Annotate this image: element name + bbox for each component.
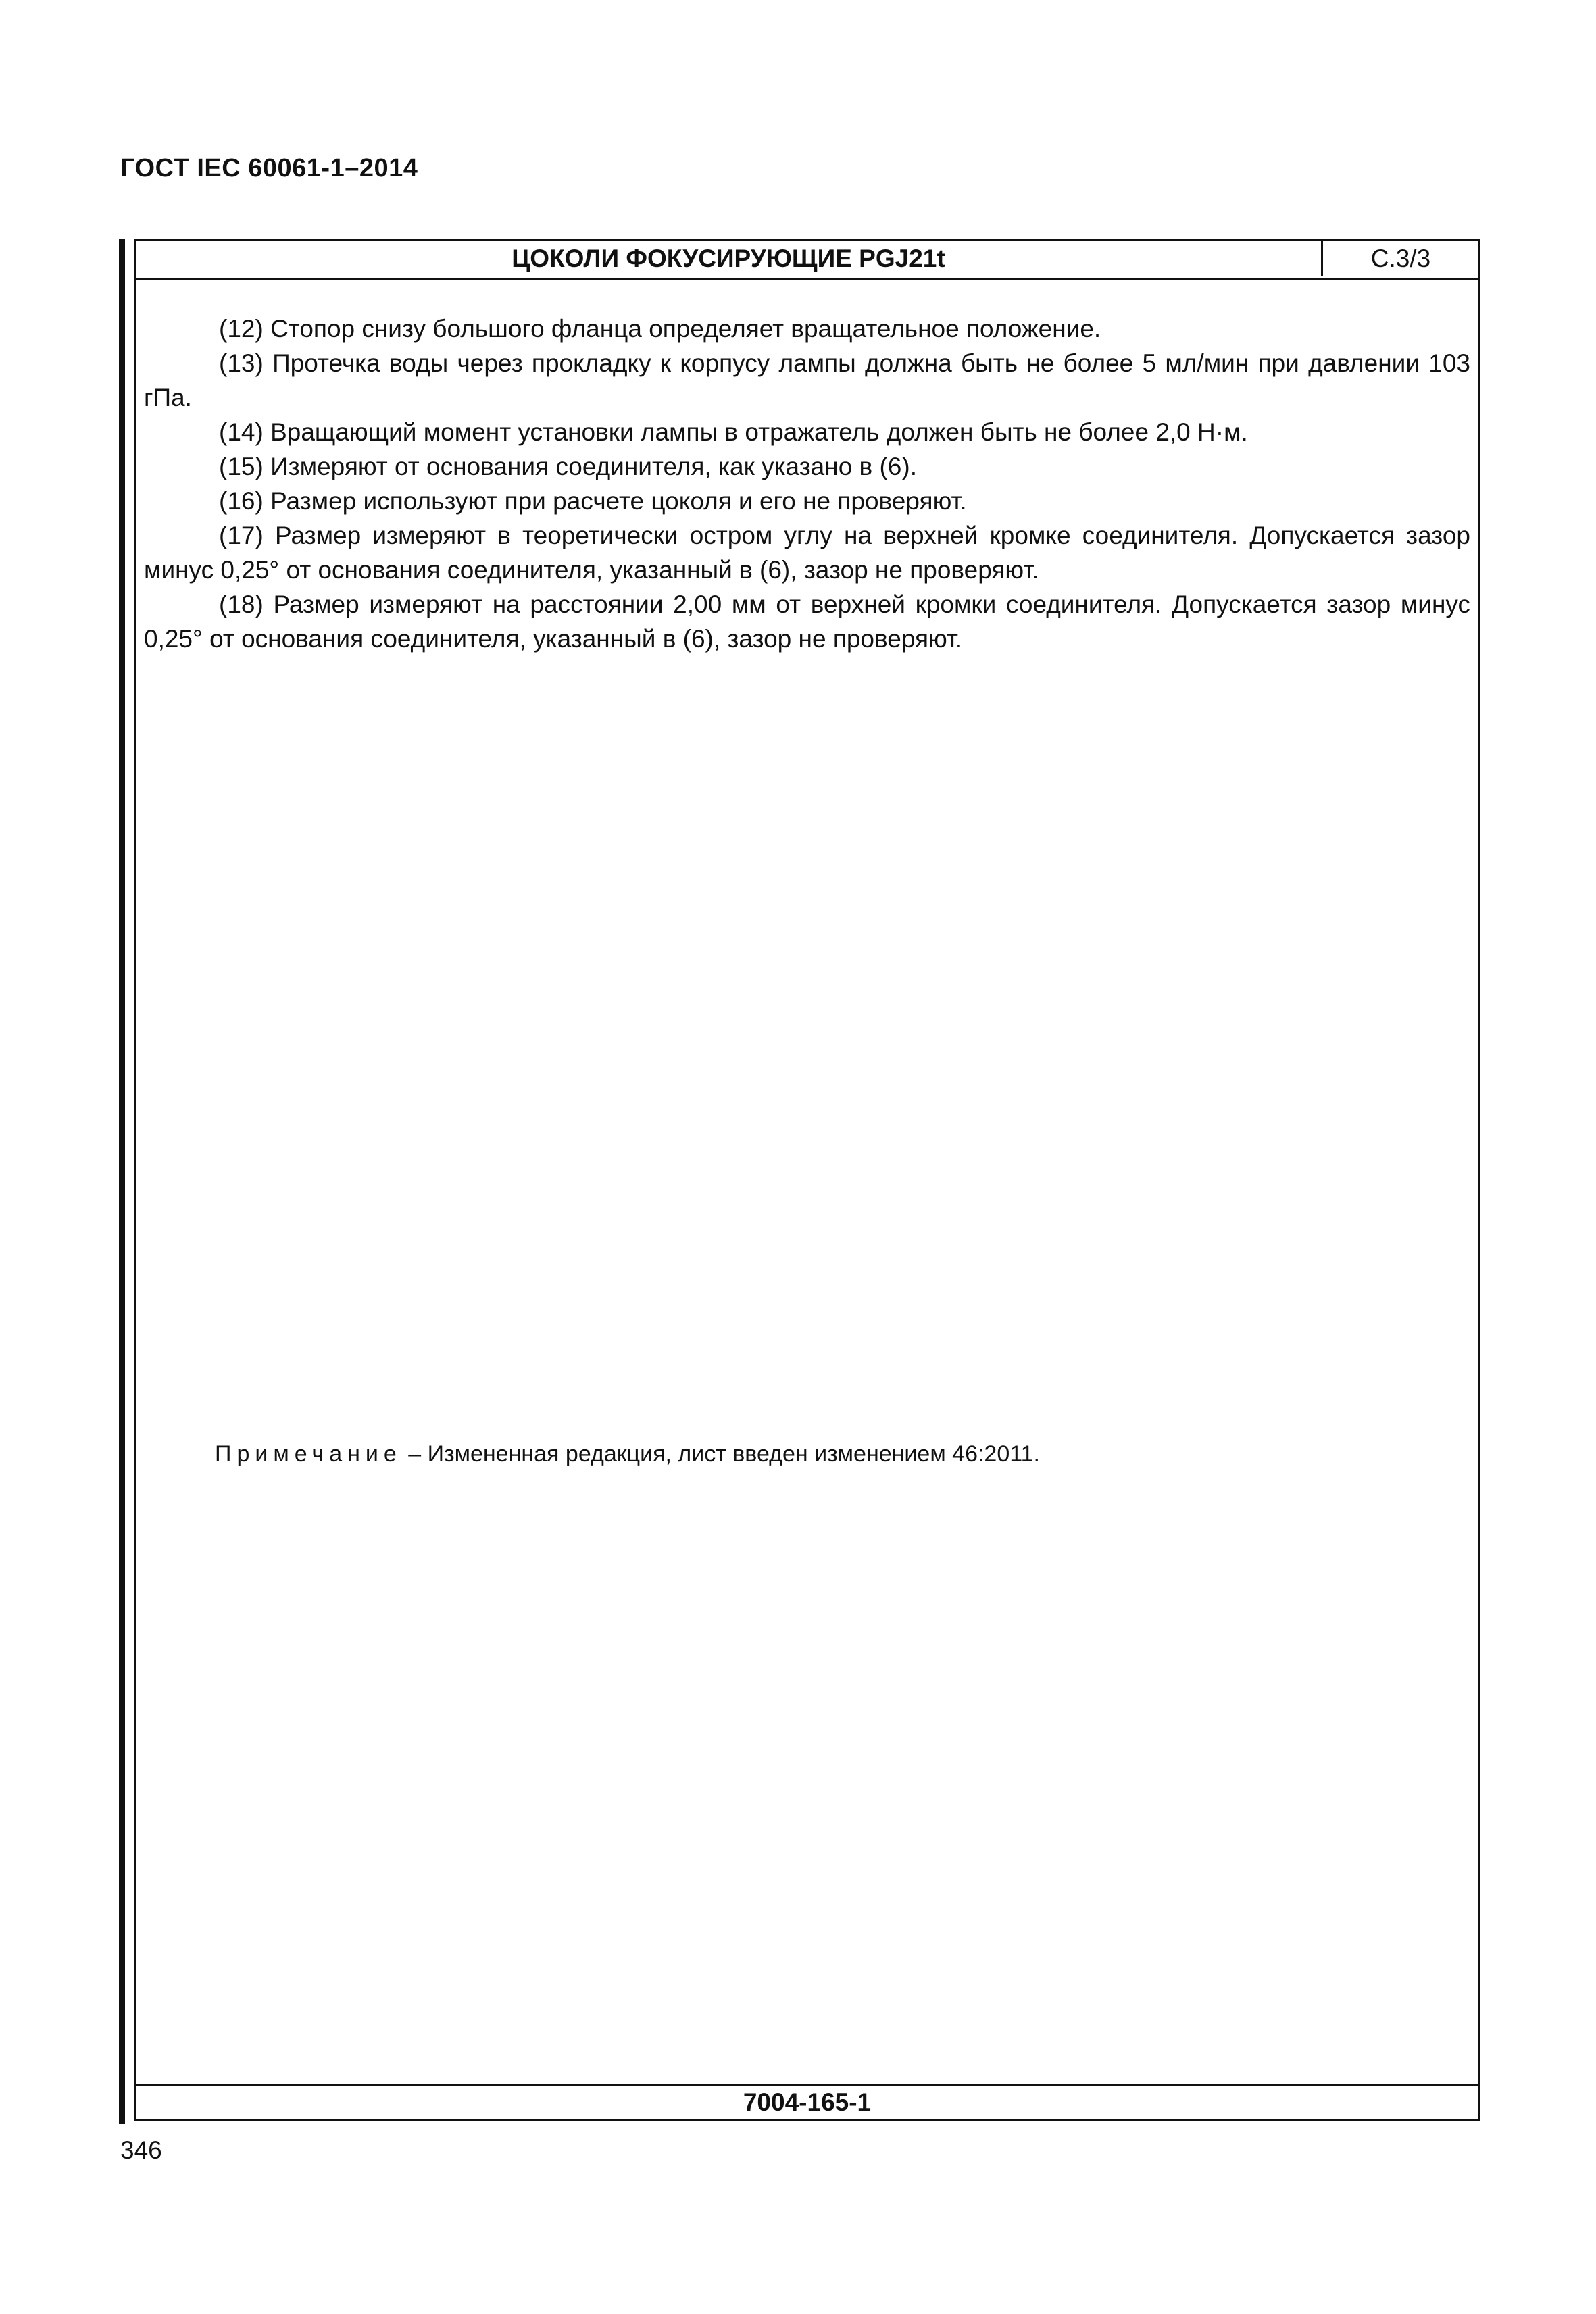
note-14: (14) Вращающий момент установки лампы в отражатель должен быть не более 2,0 Н·м. <box>219 418 1248 446</box>
note-17: (17) Размер измеряют в теоретически остром углу на верхней кромке соединителя. Допускается зазор минус 0,25° от основания соединителя, указанный в (6), зазор не проверяют. <box>144 522 1470 584</box>
note-15: (15) Измеряют от основания соединителя, как указано в (6). <box>219 453 917 480</box>
sheet-frame <box>134 239 1480 2121</box>
sheet-code: 7004-165-1 <box>136 2084 1478 2119</box>
page-number: 346 <box>120 2136 162 2164</box>
note-12: (12) Стопор снизу большого фланца определяет вращательное положение. <box>219 315 1101 343</box>
sheet-title: ЦОКОЛИ ФОКУСИРУЮЩИЕ PGJ21t <box>136 241 1323 276</box>
note-13: (13) Протечка воды через прокладку к корпусу лампы должна быть не более 5 мл/мин при давлении 103 гПа. <box>144 349 1470 411</box>
note-18: (18) Размер измеряют на расстоянии 2,00 мм от верхней кромки соединителя. Допускается зазор минус 0,25° от основания соединителя, указанный в (6), зазор не проверяют. <box>144 590 1470 653</box>
remark-text: – Измененная редакция, лист введен изменением 46:2011. <box>401 1441 1040 1467</box>
sheet-title-row <box>136 241 1478 280</box>
note-16: (16) Размер используют при расчете цоколя и его не проверяют. <box>219 487 967 515</box>
sheet-number: С.3/3 <box>1370 244 1431 272</box>
change-bar <box>119 239 125 2124</box>
standard-designation: ГОСТ IEC 60061-1–2014 <box>120 154 418 182</box>
notes-list <box>144 311 1470 656</box>
remark <box>215 1441 1040 1467</box>
remark-label: Примечание <box>215 1441 402 1467</box>
